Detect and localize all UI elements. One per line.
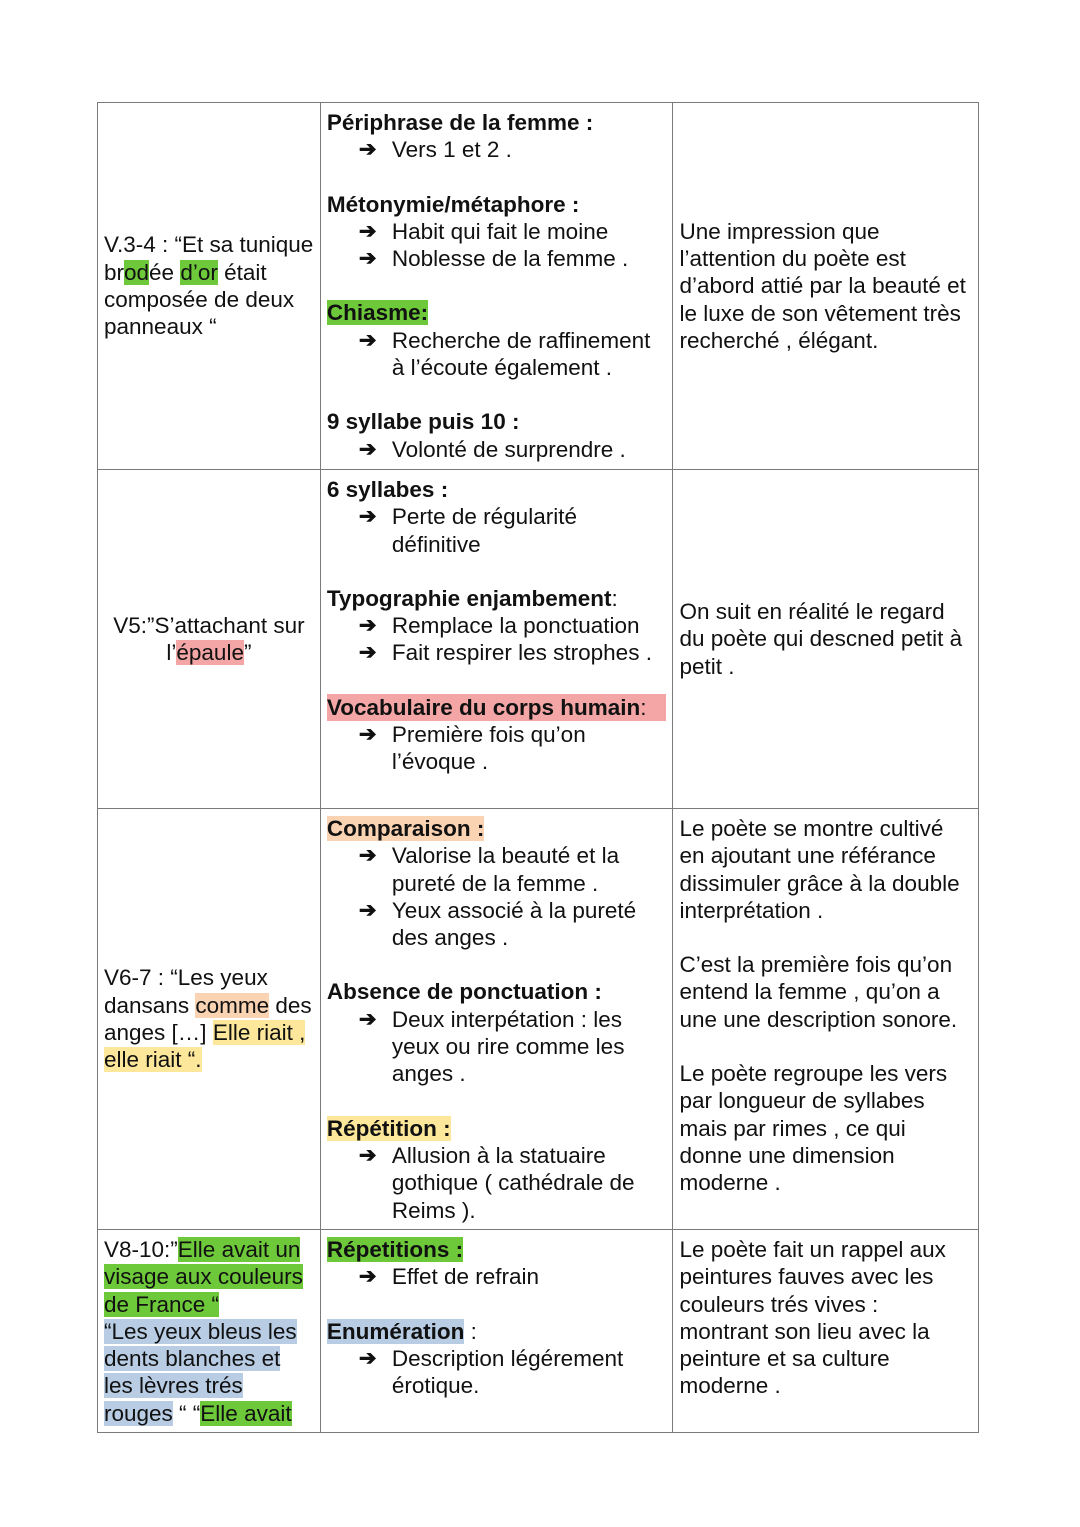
highlight-green: d’or: [180, 259, 218, 285]
arrow-bullet-icon: ➔: [358, 1265, 377, 1289]
figure-heading: 9 syllabe puis 10 :: [326, 409, 520, 435]
highlight-green: Elle avait un visage aux couleurs de France “: [104, 1237, 303, 1317]
list-item: ➔ Allusion à la statuaire gothique ( cathédrale de Reims ).: [358, 1142, 635, 1223]
bullet-list: [327, 218, 667, 273]
quote-cell: [98, 103, 321, 470]
arrow-bullet-icon: ➔: [358, 723, 377, 747]
quote-text: ”: [243, 640, 252, 665]
heading-colon: :: [640, 694, 647, 720]
bullet-list: [327, 1006, 667, 1088]
figure-heading: Absence de ponctuation :: [326, 979, 602, 1005]
bullet-list: [327, 1142, 667, 1224]
figure-heading: Répétition :: [326, 1115, 451, 1141]
bullet-list: [327, 612, 667, 667]
list-item: ➔ Deux interpétation : les yeux ou rire comme les anges .: [358, 1006, 625, 1087]
figure-heading: Périphrase de la femme :: [326, 110, 594, 135]
list-item: ➔ Première fois qu’on l’évoque .: [358, 722, 586, 775]
interpretation-cell: [673, 470, 979, 809]
figure-heading: Répetitions :: [326, 1237, 464, 1262]
list-item: ➔ Vers 1 et 2 .: [358, 137, 512, 163]
bullet-list: [327, 842, 667, 951]
figure-heading: Vocabulaire du corps humain: [326, 694, 641, 720]
analysis-cell: [320, 103, 673, 470]
figure-heading: Comparaison :: [326, 816, 485, 841]
interpretation-text: Une impression que l’attention du poète est d’abord attié par la beauté et le luxe de son vêtement très recherché , élégant.: [679, 218, 966, 353]
bullet-list: [327, 721, 667, 776]
analysis-cell: [320, 470, 673, 809]
highlight-yellow: Elle riait , elle riait “.: [104, 1020, 306, 1073]
bullet-list: [327, 1263, 667, 1290]
interpretation-cell: [673, 1230, 979, 1433]
bullet-list: [327, 1345, 667, 1400]
arrow-bullet-icon: ➔: [358, 247, 377, 271]
analysis-cell: [320, 809, 673, 1230]
arrow-bullet-icon: ➔: [358, 1346, 377, 1370]
highlight-green: Elle avait: [200, 1400, 292, 1426]
arrow-bullet-icon: ➔: [358, 437, 377, 461]
bullet-list: [327, 436, 667, 463]
list-item: ➔ Valorise la beauté et la pureté de la femme .: [358, 843, 620, 896]
table-row: [98, 809, 979, 1230]
figure-heading: Typographie enjambement: [326, 585, 612, 611]
heading-colon: :: [611, 585, 618, 611]
quote-text: V5:”S’attachant sur l’: [113, 612, 305, 665]
arrow-bullet-icon: ➔: [358, 641, 377, 665]
quote-text: V.3-4 : “Et sa tunique br: [104, 232, 314, 285]
interpretation-cell: [673, 103, 979, 470]
figure-heading: 6 syllabes :: [326, 477, 449, 502]
highlight-pink: épaule: [176, 640, 244, 665]
analysis-cell: [320, 1230, 673, 1433]
list-item: ➔ Yeux associé à la pureté des anges .: [358, 897, 637, 951]
interpretation-text: On suit en réalité le regard du poète qui descned petit à petit .: [679, 599, 963, 679]
list-item: ➔ Perte de régularité définitive: [358, 504, 577, 557]
arrow-bullet-icon: ➔: [358, 138, 377, 162]
table-row: [98, 470, 979, 809]
quote-cell: [98, 809, 321, 1230]
figure-heading: Enumération: [326, 1318, 465, 1344]
quote-cell: [98, 1230, 321, 1433]
list-item: ➔ Fait respirer les strophes .: [358, 640, 652, 666]
figure-heading: Métonymie/métaphore :: [326, 191, 580, 217]
interpretation-text: Le poète fait un rappel aux peintures fauves avec les couleurs trés vives : montrant son lieu avec la peinture et sa culture moderne .: [679, 1237, 946, 1399]
table-row: [98, 103, 979, 470]
table-row: [98, 1230, 979, 1433]
quote-text: V8-10:”: [104, 1237, 178, 1262]
arrow-bullet-icon: ➔: [358, 844, 377, 868]
quote-text: était composée de deux panneaux “: [104, 259, 295, 340]
highlight-peach: comme: [195, 992, 270, 1018]
highlight-blue: “Les yeux bleus les dents blanches et les lèvres trés rouges: [104, 1318, 297, 1426]
arrow-bullet-icon: ➔: [358, 898, 377, 922]
highlight-green: od: [124, 259, 150, 285]
interpretation-text: Le poète se montre cultivé en ajoutant une référance dissimuler grâce à la double interprétation .: [679, 816, 960, 923]
quote-text: V6-7 : “Les yeux dansans: [104, 965, 268, 1018]
arrow-bullet-icon: ➔: [358, 505, 377, 529]
arrow-bullet-icon: ➔: [358, 219, 377, 243]
list-item: ➔ Volonté de surprendre .: [358, 436, 626, 462]
figure-heading: Chiasme:: [326, 300, 429, 326]
interpretation-text: Le poète regroupe les vers par longueur de syllabes mais par rimes , ce qui donne une dimension moderne .: [679, 1061, 948, 1196]
quote-cell: [98, 470, 321, 809]
arrow-bullet-icon: ➔: [358, 614, 377, 638]
list-item: ➔ Recherche de raffinement à l’écoute également .: [358, 327, 651, 381]
interpretation-cell: [673, 809, 979, 1230]
list-item: ➔ Habit qui fait le moine: [358, 218, 609, 244]
bullet-list: [327, 136, 667, 163]
analysis-table: [97, 102, 979, 1433]
list-item: ➔ Remplace la ponctuation: [358, 613, 640, 639]
interpretation-text: C’est la première fois qu’on entend la femme , qu’on a une une description sonore.: [679, 952, 958, 1032]
arrow-bullet-icon: ➔: [358, 1007, 377, 1031]
bullet-list: [327, 503, 667, 558]
list-item: ➔ Noblesse de la femme .: [358, 246, 629, 272]
list-item: ➔ Description légérement érotique.: [358, 1345, 624, 1399]
list-item: ➔ Effet de refrain: [358, 1264, 540, 1290]
quote-text: des anges […]: [104, 992, 312, 1045]
bullet-list: [327, 327, 667, 382]
heading-colon: :: [464, 1318, 477, 1344]
arrow-bullet-icon: ➔: [358, 328, 377, 352]
quote-text: ée: [149, 259, 181, 285]
quote-text: “ “: [172, 1400, 201, 1426]
arrow-bullet-icon: ➔: [358, 1143, 377, 1167]
